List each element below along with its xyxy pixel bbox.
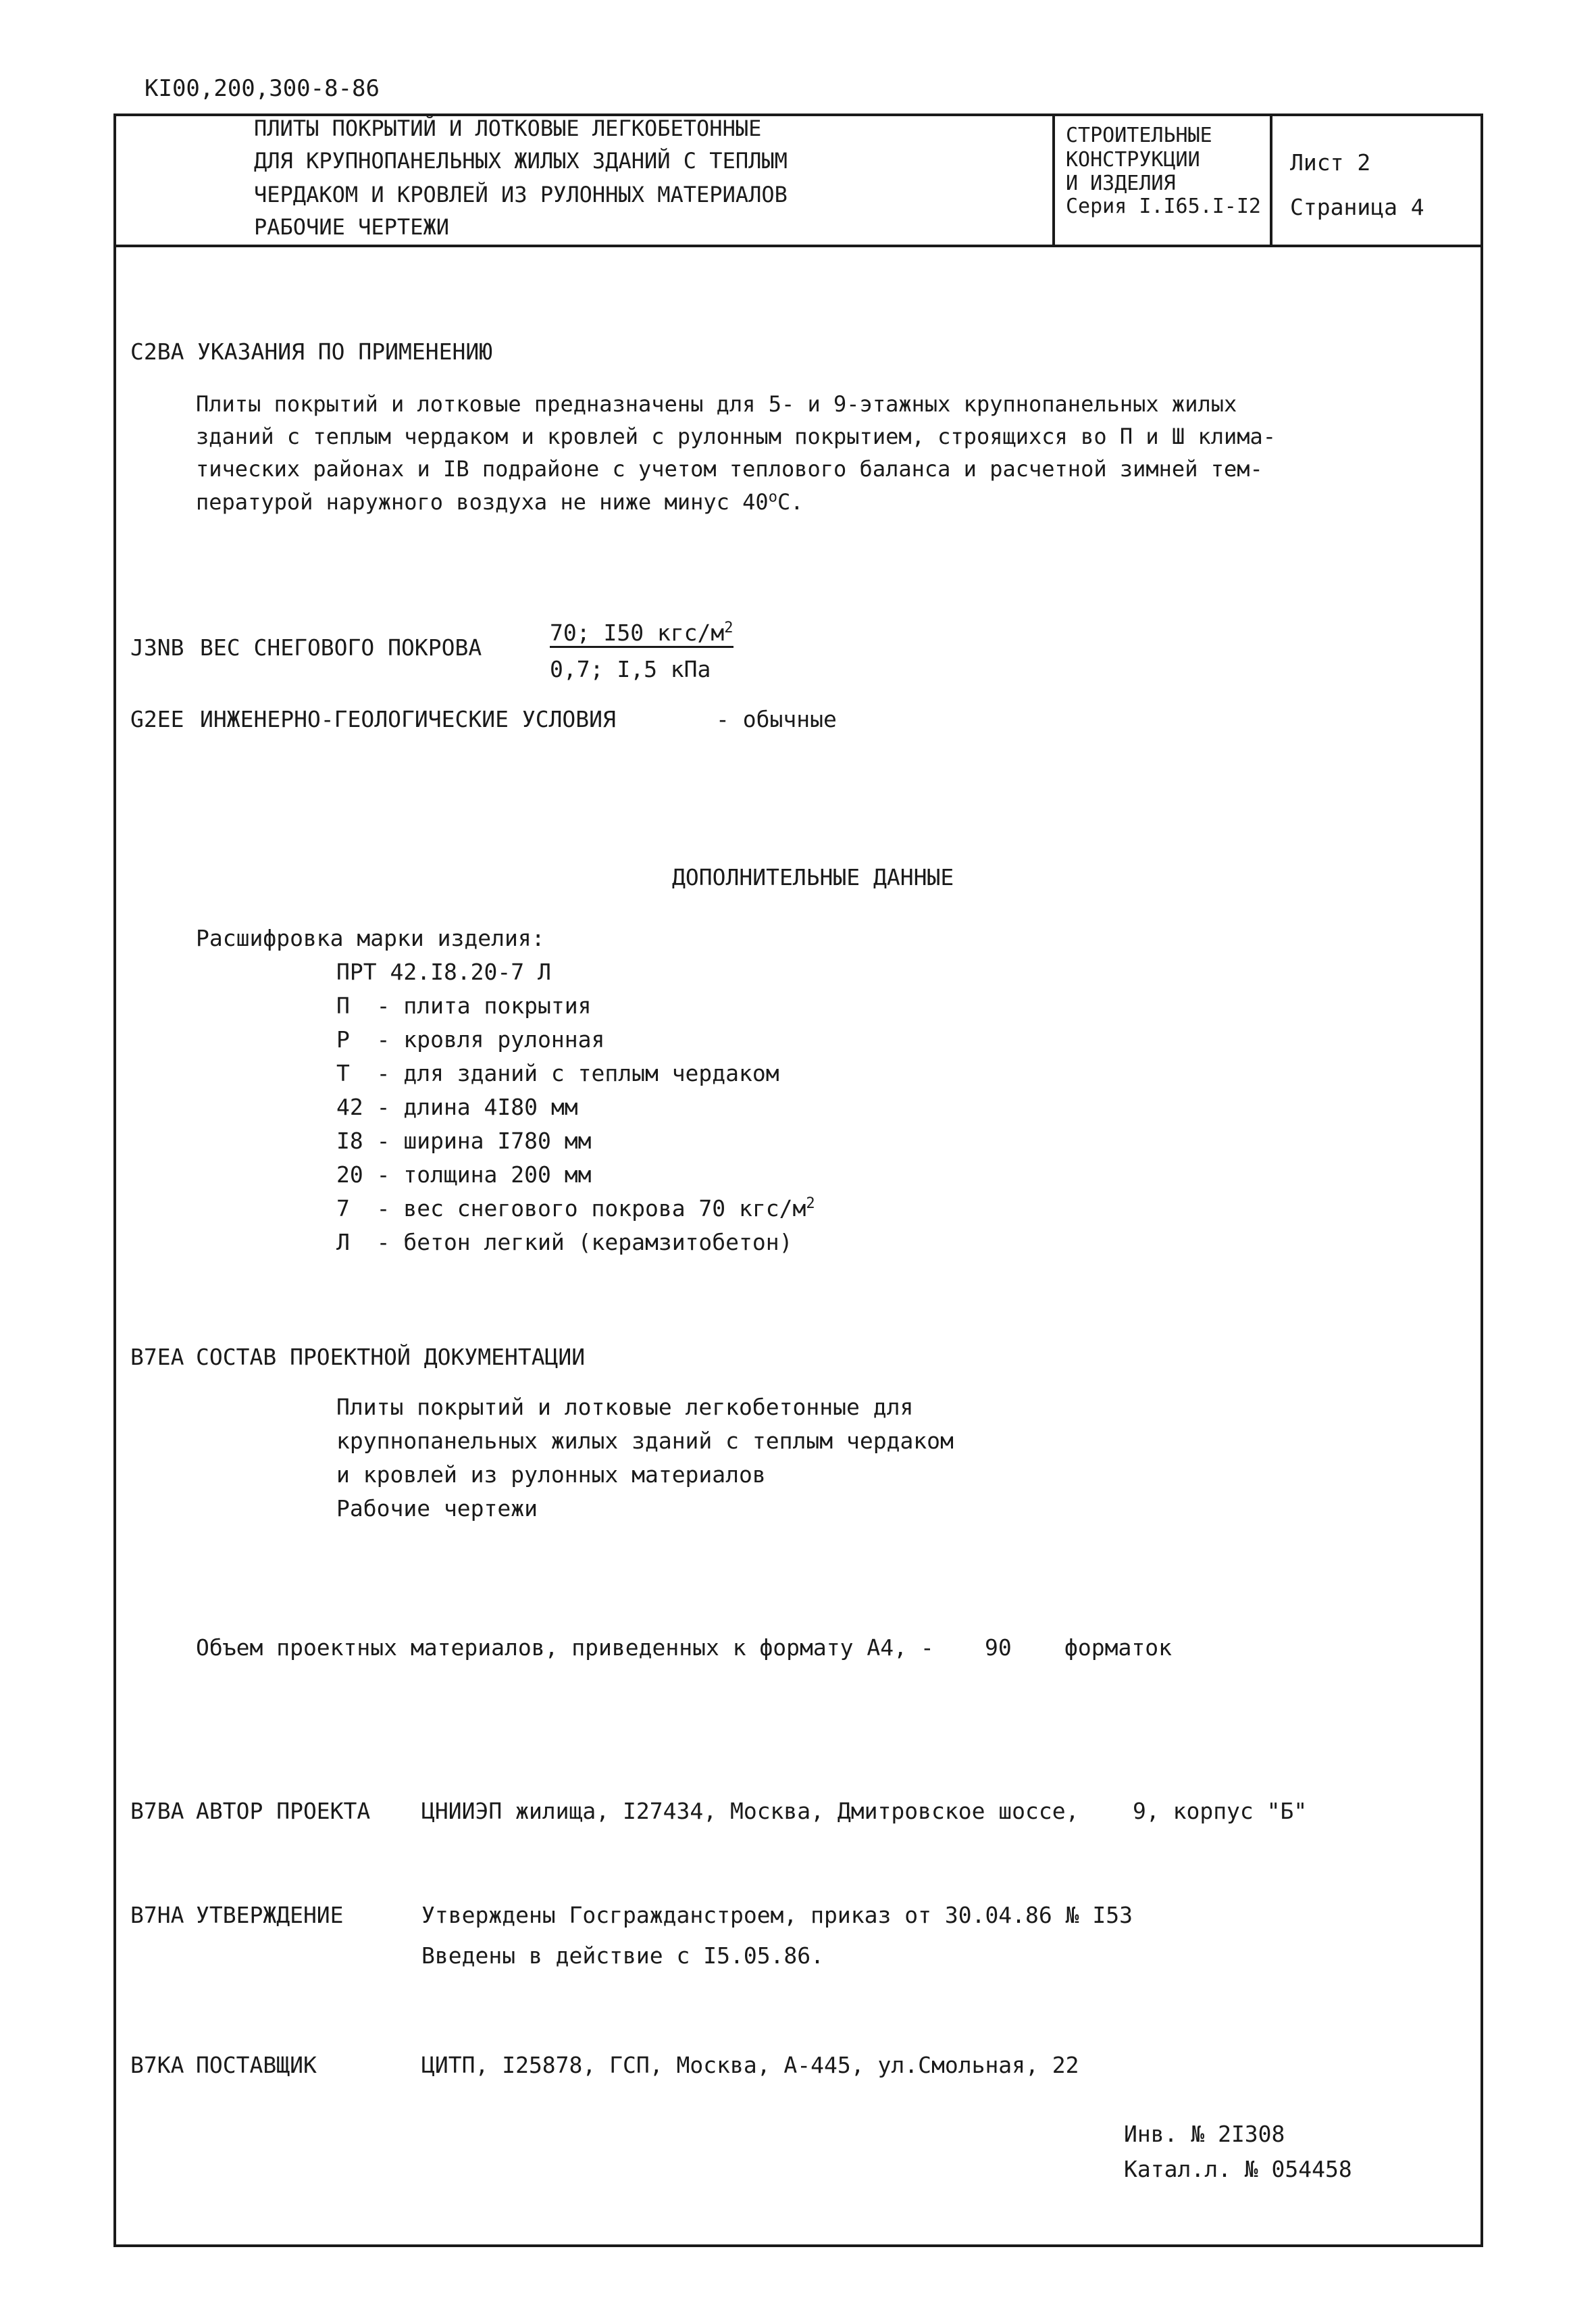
additional-title: ДОПОЛНИТЕЛЬНЫЕ ДАННЫЕ — [672, 864, 954, 890]
author-value: ЦНИИЭП жилища, I27434, Москва, Дмитровское шоссе, 9, корпус "Б" — [421, 1798, 1308, 1824]
usage-paragraph-line: зданий с теплым чердаком и кровлей с рулонным покрытием, строящихся во П и Ш клима- — [196, 424, 1277, 449]
composition-heading: СОСТАВ ПРОЕКТНОЙ ДОКУМЕНТАЦИИ — [196, 1344, 586, 1370]
sheet-number: Лист 2 — [1290, 149, 1371, 176]
document-code: КI00,200,300-8-86 — [145, 75, 380, 102]
volume-text: Объем проектных материалов, приведенных к формату А4, - — [196, 1634, 934, 1661]
composition-line: Плиты покрытий и лотковые легкобетонные для — [336, 1394, 914, 1420]
usage-paragraph-line: пературой наружного воздуха не ниже минус 40$^o$C. — [196, 488, 804, 515]
category-line: СТРОИТЕЛЬНЫЕ — [1066, 124, 1212, 147]
header-title-line: ДЛЯ КРУПНОПАНЕЛЬНЫХ ЖИЛЫХ ЗДАНИЙ С ТЕПЛЫМ — [254, 148, 788, 174]
mark-item: П - плита покрытия — [336, 992, 592, 1019]
catalog-number: Катал.л. № 054458 — [1124, 2156, 1352, 2182]
page-number: Страница 4 — [1290, 194, 1424, 220]
mark-item: Л - бетон легкий (керамзитобетон) — [336, 1229, 793, 1255]
approval-code: B7HA — [130, 1902, 184, 1928]
snow-code: J3NB — [130, 634, 184, 661]
usage-heading: УКАЗАНИЯ ПО ПРИМЕНЕНИЮ — [197, 338, 493, 365]
usage-paragraph-line: тических районах и IВ подрайоне с учетом теплового баланса и расчетной зимней тем- — [196, 456, 1263, 482]
mark-item: 7 - вес снегового покрова 70 кгс/$м^2$ — [336, 1195, 815, 1222]
supplier-value: ЦИТП, I25878, ГСП, Москва, А-445, ул.Смольная, 22 — [421, 2052, 1079, 2078]
series-number: Серия I.I65.I-I2 — [1066, 195, 1261, 218]
author-heading: АВТОР ПРОЕКТА — [196, 1798, 371, 1824]
supplier-code: B7KA — [130, 2052, 184, 2078]
approval-effective-date: Введены в действие с I5.05.86. — [421, 1942, 825, 1969]
geology-value: - обычные — [716, 706, 837, 732]
volume-unit: форматок — [1064, 1634, 1172, 1661]
header-divider-1 — [1052, 114, 1055, 246]
header-title-line: ПЛИТЫ ПОКРЫТИЙ И ЛОТКОВЫЕ ЛЕГКОБЕТОННЫЕ — [254, 116, 762, 141]
mark-item: Т - для зданий с теплым чердаком — [336, 1060, 779, 1086]
snow-heading: ВЕС СНЕГОВОГО ПОКРОВА — [200, 634, 482, 661]
header-bottom-rule — [113, 245, 1483, 247]
mark-item: Р - кровля рулонная — [336, 1026, 605, 1053]
approval-order: Утверждены Госгражданстроем, приказ от 30.04.86 № I53 — [421, 1902, 1133, 1928]
approval-heading: УТВЕРЖДЕНИЕ — [196, 1902, 344, 1928]
header-divider-2 — [1270, 114, 1272, 246]
header-title-line: ЧЕРДАКОМ И КРОВЛЕЙ ИЗ РУЛОННЫХ МАТЕРИАЛОВ — [254, 182, 788, 207]
category-line: КОНСТРУКЦИИ — [1066, 148, 1200, 172]
mark-intro: Расшифровка марки изделия: — [196, 925, 545, 951]
product-mark: ПРТ 42.I8.20-7 Л — [336, 959, 551, 985]
snow-value-kgf: 70; I50 кгс/$м^2$ — [550, 620, 733, 648]
header-title-line: РАБОЧИЕ ЧЕРТЕЖИ — [254, 214, 449, 240]
supplier-heading: ПОСТАВЩИК — [196, 2052, 317, 2078]
geology-code: G2EE — [130, 706, 184, 732]
composition-line: и кровлей из рулонных материалов — [336, 1461, 766, 1488]
composition-line: крупнопанельных жилых зданий с теплым чердаком — [336, 1428, 954, 1454]
volume-count: 90 — [985, 1634, 1012, 1661]
mark-item: 20 - толщина 200 мм — [336, 1161, 592, 1188]
author-code: B7BA — [130, 1798, 184, 1824]
mark-item: 42 - длина 4I80 мм — [336, 1094, 578, 1120]
mark-item: I8 - ширина I780 мм — [336, 1128, 592, 1154]
geology-heading: ИНЖЕНЕРНО-ГЕОЛОГИЧЕСКИЕ УСЛОВИЯ — [200, 706, 616, 732]
composition-line: Рабочие чертежи — [336, 1495, 538, 1521]
category-line: И ИЗДЕЛИЯ — [1066, 172, 1176, 195]
composition-code: B7EA — [130, 1344, 184, 1370]
inventory-number: Инв. № 2I308 — [1124, 2121, 1285, 2147]
usage-paragraph-line: Плиты покрытий и лотковые предназначены для 5- и 9-этажных крупнопанельных жилых — [196, 391, 1237, 417]
usage-code: C2BA — [130, 338, 184, 365]
snow-value-kpa: 0,7; I,5 кПа — [550, 656, 711, 682]
